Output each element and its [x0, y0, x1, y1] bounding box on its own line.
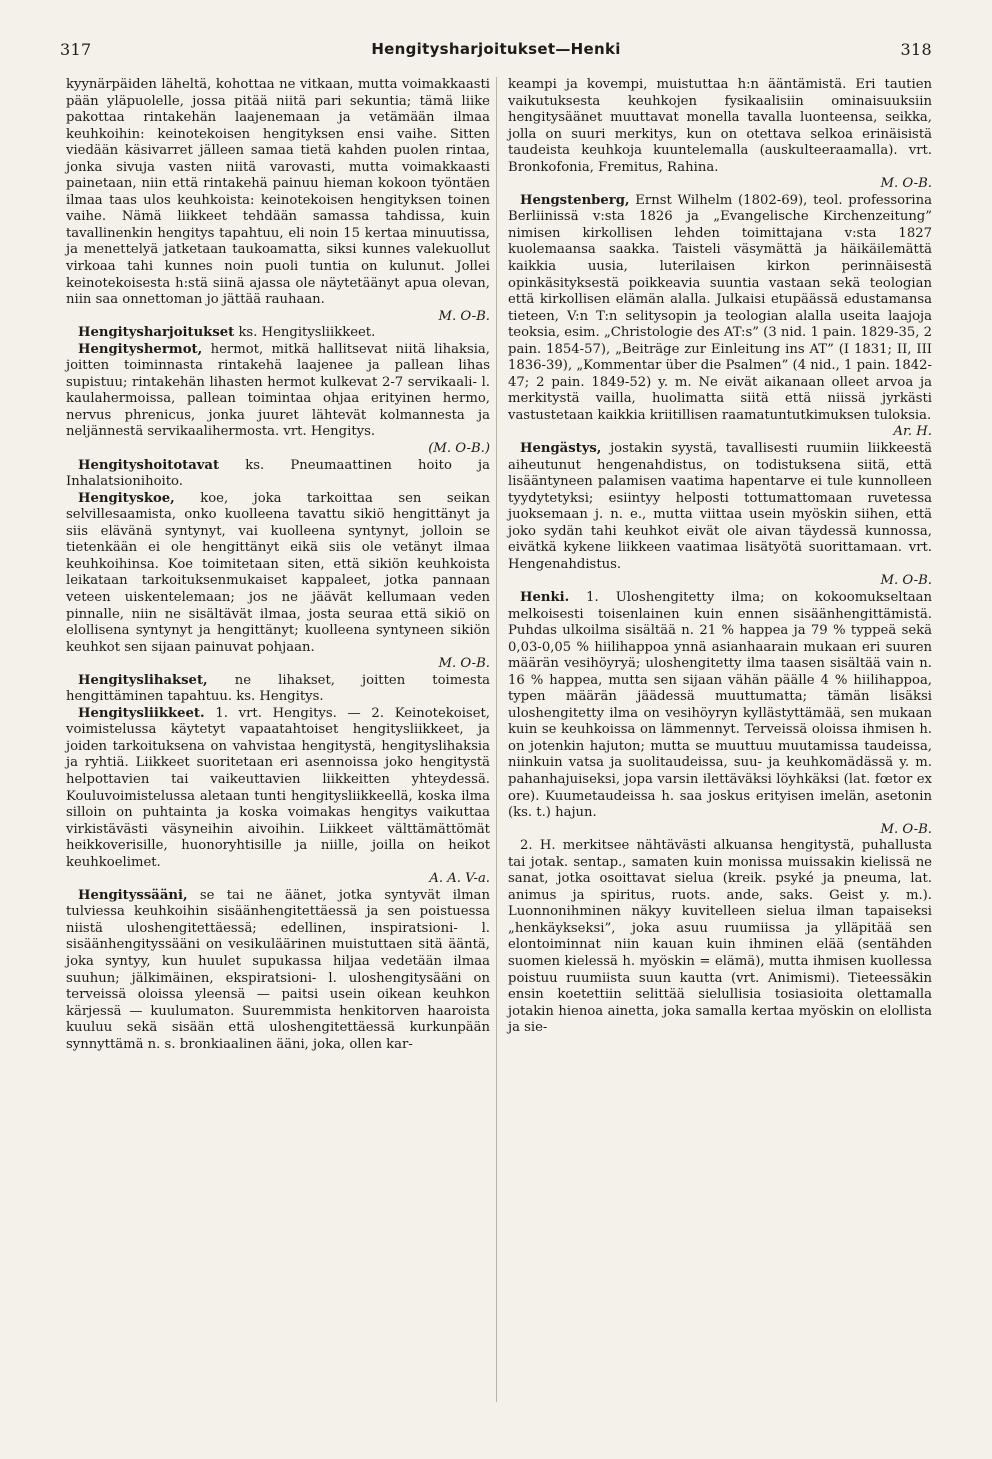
- left-column: [66, 77, 490, 1053]
- entry: Hengästys, jostakin syystä, tavallisesti ruumiin liikkeestä aiheutunut hengenahdistus, on todistuksena siitä, että lisääntyneen palamisen vaatima hapentarve ei tule kunnolleen tyydytetyksi; esiintyy helposti tottumattomaan ruvetessa juoksemaan j. n. e., mutta viittaa usein myöskin siihen, että joko sydän tahi keuhkot eivät ole aivan täydessä kunnossa, eivätkä kykene liikkeen vaatimaa lisätyötä suorittamaan. vrt. Hengenahdistus. M. O-B.: [508, 441, 932, 589]
- right-column: [508, 77, 932, 1037]
- entry-signature: (M. O-B.): [428, 441, 490, 457]
- entry-signature: M. O-B.: [880, 821, 932, 837]
- entry-signature: A. A. V-a.: [429, 871, 490, 887]
- entry: Hengitysliikkeet. 1. vrt. Hengitys. — 2. Keinotekoiset, voimistelussa käytetyt vapaatahtoiset hengitysliikkeet, ja joiden tarkoituksena on vahvistaa hengitystä, hengityslihaksia ja ryhtiä. Liikkeet suoritetaan eri asennoissa joko hengitystä helpottavien tai vaikeuttavien liikkeitten yhteydessä. Kouluvoimistelussa aletaan tunti hengitysliikkeellä, koska ilma silloin on puhtainta ja koska voimakas hengitys vaikuttaa virkistävästi väsyneihin aivoihin. Liikkeet välttämättömät heikkoverisille, huonoryhtisille ja niille, joilla on heikot keuhkoelimet. A. A. V-a.: [66, 705, 490, 887]
- entry: Hengitysharjoitukset ks. Hengitysliikkeet.: [78, 325, 376, 341]
- entry-signature: M. O-B.: [438, 656, 490, 672]
- entry: Hengityshoitotavat ks. Pneumaattinen hoito ja Inhalatsionihoito.: [66, 457, 490, 490]
- entry-continuation: kyynärpäiden läheltä, kohottaa ne vitkaan, mutta voimakkaasti pään yläpuolelle, jossa pitää niitä pari sekuntia; tämä liike pakottaa rintakehän laajenemaan ja vetämään ilmaa keuhkoihin: keinotekoisen hengityksen ensi vaihe. Sitten viedään käsivarret jälleen samaa tietä kahden puolen rintaa, jonka sivuja vasten niitä varovasti, mutta voimakkaasti painetaan, niin että rintakehä painuu hieman kokoon työntäen ilmaa taas ulos keuhkoista: keinotekoisen hengityksen toinen vaihe. Nämä liikkeet tehdään samassa tahdissa, kuin tavallinenkin hengitys tapahtuu, eli noin 15 kertaa minuutissa, ja menettelyä jatketaan taukoamatta, siksi kunnes valekuollut virkoaa tahi kunnes noin puoli tuntia on kulunut. Jollei keinotekoisesta h:stä siinä ajassa ole näytetäänyt apua olevan, niin saa onnettoman jo jättää rauhaan. M. O-B.: [66, 77, 490, 324]
- page-header: [60, 40, 932, 64]
- page-number-right: 318: [900, 40, 932, 59]
- headword: Hengstenberg,: [520, 192, 630, 208]
- headword: Hengästys,: [520, 441, 602, 457]
- entry-signature: M. O-B.: [880, 176, 932, 192]
- entry-signature: M. O-B.: [880, 573, 932, 589]
- column-divider: [496, 77, 497, 1402]
- headword: Hengityssääni,: [78, 887, 188, 903]
- headword: Hengitysharjoitukset: [78, 325, 235, 341]
- entry: Hengityskoe, koe, joka tarkoittaa sen seikan selvillesaamista, onko kuolleena tavattu sikiö hengittänyt ja siis elävänä syntynyt, vai kuolleena syntynyt, jolloin se tietenkään ei ole hengittänyt eikä siis ole vetänyt ilmaa keuhkoihinsa. Koe toimitetaan siten, että sikiön keuhkoista leikataan tarkoituksenmukaiset kappaleet, jotka pannaan veteen uiskentelemaan; jos ne jäävät kellumaan veden pinnalle, niin ne sisältävät ilmaa, josta seuraa että sikiö on elollisena syntynyt ja hengittänyt; kuolleena syntyneen sikiön keuhkot sen sijaan painuvat pohjaan. M. O-B.: [66, 490, 490, 672]
- headword: Hengityskoe,: [78, 490, 175, 506]
- entry: Hengityssääni, se tai ne äänet, jotka syntyvät ilman tulviessa keuhkoihin sisäänhengitettäessä ja sen poistuessa niistä uloshengitettäessä; edellinen, inspiratsioni- l. sisäänhengityssääni on vesikuläärinen muistuttaen sitä ääntä, joka syntyy, kun huulet supukassa hiljaa vedetään ilmaa suuhun; jälkimäinen, ekspiratsioni- l. uloshengitysääni on terveissä oloissa yleensä — paitsi usein oikean keuhkon kärjessä — kuulumaton. Suuremmista henkitorven haaroista kuuluu sekä sisään että uloshengitettäessä kurkunpään synnyttämä n. s. bronkiaalinen ääni, joka, ollen kar-: [66, 887, 490, 1052]
- headword: Henki.: [520, 589, 570, 605]
- entry-signature: M. O-B.: [438, 308, 490, 324]
- entry: Hengstenberg, Ernst Wilhelm (1802-69), teol. professorina Berliinissä v:sta 1826 ja „Evangelische Kirchenzeitung” nimisen kirkollisen lehden toimittajana v:sta 1827 kuolemaansa saakka. Taisteli väsymättä ja häikäilemättä kaikkia uusia, luterilaisen kirkon perinnäisestä opinkäsityksestä poikkeavia suuntia vastaan sekä teologian että kirkollisen elämän alalla. Julkaisi etupäässä edustamansa tieteen, V:n T:n selitysopin ja teologian alalla useita laajoja teoksia, esim. „Christologie des AT:s” (3 nid. 1 pain. 1829-35, 2 pain. 1854-57), „Beiträge zur Einleitung ins AT” (I 1831; II, III 1836-39), „Kommentar über die Psalmen” (4 nid., 1 pain. 1842-47; 2 pain. 1849-52) y. m. Ne eivät aikanaan olleet arvoa ja merkitystä vailla, huolimatta siitä että niissä jyrkästi vastustetaan kaikkia kriitillisen raamatuntutkimuksen tuloksia. Ar. H.: [508, 192, 933, 440]
- headword: Hengitysliikkeet.: [78, 705, 205, 721]
- entry: 2. H. merkitsee nähtävästi alkuansa hengitystä, puhallusta tai jotak. sentap., samaten kuin monissa muissakin kielissä ne sanat, jotka osoittavat sielua (kreik. psyké ja pneuma, lat. animus ja spiritus, ruots. ande, saks. Geist y. m.). Luonnonihminen näkyy kuvitelleen sielua ilman tapaiseksi „henkäykseksi”, joka asuu ruumiissa ja ylläpitää sen elontoiminnat niin kauan kuin ihminen elää (sentähden suomen kielessä h. myöskin = elämä), mutta ihmisen kuollessa poistuu ruumiista suun kautta (vrt. Animismi). Tieteessäkin ensin koetettiin selittää sielullisia tosiasioita olettamalla jotakin hienoa ainetta, joka samalla kertaa myöskin on elollista ja sie-: [508, 838, 932, 1036]
- page-number-left: 317: [60, 40, 92, 59]
- entry: Hengityshermot, hermot, mitkä hallitsevat niitä lihaksia, joitten toiminnasta rintakehä laajenee ja pallean lihas supistuu; rintakehän lihasten hermot kulkevat 2-7 servikaali- l. kaulahermoissa, pallean toimintaa ohjaa erityinen hermo, nervus phrenicus, jonka juuret lähtevät kolmannesta ja neljännestä servikaalihermosta. vrt. Hengitys. (M. O-B.): [66, 341, 490, 457]
- headword: Hengityshoitotavat: [78, 457, 220, 473]
- running-title: Hengitysharjoitukset—Henki: [371, 40, 621, 58]
- entry: Henki. 1. Uloshengitetty ilma; on kokoomukseltaan melkoisesti toisenlainen kuin ennen sisäänhengittämistä. Puhdas ulkoilma sisältää n. 21 % happea ja 79 % typpeä sekä 0,03-0,05 % hiilihappoa ynnä asianhaarain mukaan eri suuren määrän vesihöyryä; uloshengitetty ilma taasen sisältää vain n. 16 % happea, mutta sen sijaan vähän päälle 4 % hiilihappoa, typen määrän jäädessä muuttumatta; tämän lisäksi uloshengitetty ilma on vesihöyryn kyllästyttämää, sen mukaan kuin se keuhkoissa on lämmennyt. Terveissä oloissa ihmisen h. on jotenkin hajuton; mutta se muuttuu muutamissa taudeissa, niinkuin vatsa ja suolitaudeissa, suu- ja keuhkomädässä y. m. pahanhajuiseksi, jopa varsin ilettäväksi löyhkäksi (lat. fœtor ex ore). Kuumetaudeissa h. saa joskus erityisen imelän, asetonin (ks. t.) hajun. M. O-B.: [508, 589, 932, 837]
- entry-signature: Ar. H.: [893, 424, 932, 440]
- headword: Hengityshermot,: [78, 341, 203, 357]
- entry: Hengityslihakset, ne lihakset, joitten toimesta hengittäminen tapahtuu. ks. Hengitys.: [66, 672, 490, 705]
- entry-continuation: keampi ja kovempi, muistuttaa h:n ääntämistä. Eri tautien vaikutuksesta keuhkojen fysikaalisiin ominaisuuksiin hengitysäänet muuttavat monella tavalla luonteensa, seikka, jolla on suuri merkitys, kun on otettava selkoa erinäisistä taudeista keuhkoja kuuntelemalla (auskulteeraamalla). vrt. Bronkofonia, Fremitus, Rahina. M. O-B.: [508, 77, 932, 192]
- headword: Hengityslihakset,: [78, 672, 208, 688]
